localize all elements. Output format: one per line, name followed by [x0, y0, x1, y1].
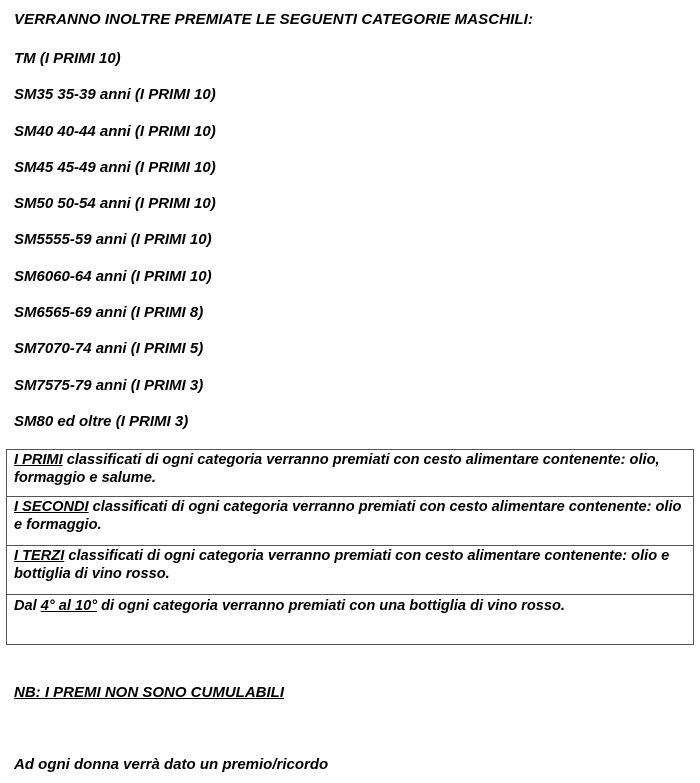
category-item: SM6060-64 anni (I PRIMI 10) — [14, 267, 212, 285]
prize-rank: I PRIMI — [14, 452, 63, 468]
prize-description: classificati di ogni categoria verranno premiati con cesto alimentare contenente: olio e bottiglia di vino rosso. — [14, 548, 670, 582]
prize-row-third — [7, 546, 693, 595]
prize-rank: I SECONDI — [14, 499, 89, 515]
category-item: SM50 50-54 anni (I PRIMI 10) — [14, 195, 216, 213]
prize-rank: I TERZI — [14, 548, 65, 564]
male-categories-list — [14, 48, 216, 447]
prize-rank: 4° al 10° — [40, 598, 98, 614]
category-item: SM35 35-39 anni (I PRIMI 10) — [14, 86, 216, 104]
category-item: SM40 40-44 anni (I PRIMI 10) — [14, 122, 216, 140]
prizes-table — [6, 449, 694, 645]
prize-row-first — [7, 450, 693, 497]
women-prize-note: Ad ogni donna verrà dato un premio/ricordo — [14, 756, 329, 773]
category-item: TM (I PRIMI 10) — [14, 50, 121, 67]
categories-heading: VERRANNO INOLTRE PREMIATE LE SEGUENTI CATEGORIE MASCHILI: — [14, 11, 534, 28]
category-item: SM6565-69 anni (I PRIMI 8) — [14, 304, 204, 322]
prize-description: classificati di ogni categoria verranno premiati con cesto alimentare contenente: olio, formaggio e salume. — [14, 452, 660, 486]
prize-row-fourth-to-tenth — [7, 595, 693, 645]
category-item: SM5555-59 anni (I PRIMI 10) — [14, 231, 212, 249]
category-item: SM7070-74 anni (I PRIMI 5) — [14, 340, 204, 358]
prize-description: di ogni categoria verranno premiati con una bottiglia di vino rosso. — [97, 598, 565, 614]
prize-prefix: Dal — [14, 598, 41, 614]
category-item: SM7575-79 anni (I PRIMI 3) — [14, 376, 204, 394]
note-not-cumulative: NB: I PREMI NON SONO CUMULABILI — [14, 684, 284, 701]
prize-row-second — [7, 497, 693, 546]
category-item: SM45 45-49 anni (I PRIMI 10) — [14, 158, 216, 176]
prize-description: classificati di ogni categoria verranno premiati con cesto alimentare contenente: olio e formaggio. — [14, 499, 682, 533]
category-item: SM80 ed oltre (I PRIMI 3) — [14, 412, 189, 430]
